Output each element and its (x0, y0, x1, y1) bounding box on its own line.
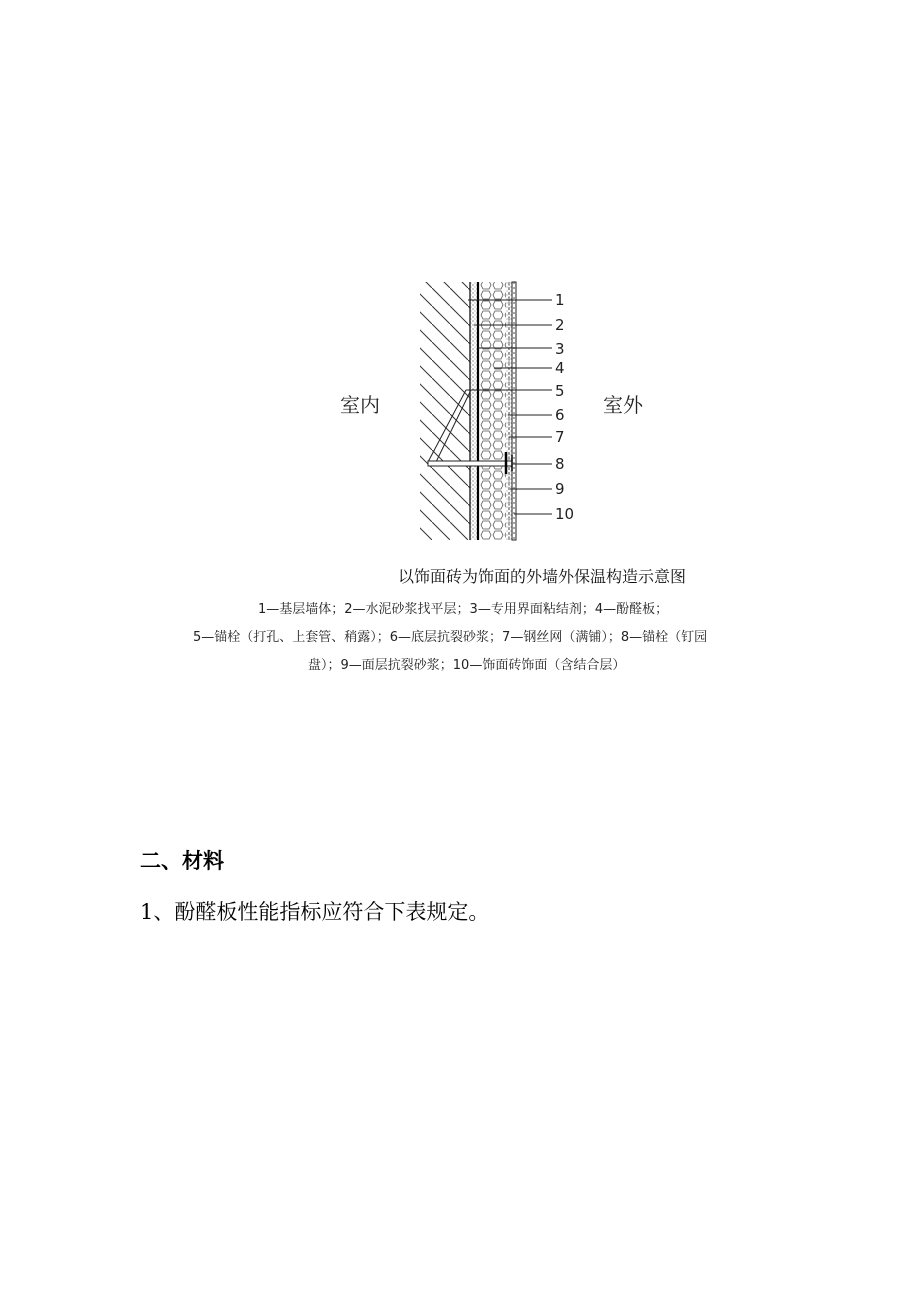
indoor-label: 室内 (340, 393, 380, 417)
material-item-1: 1、酚醛板性能指标应符合下表规定。 (140, 900, 490, 924)
outdoor-label: 室外 (603, 393, 643, 417)
callout-1: 1 (555, 291, 565, 309)
callout-3: 3 (555, 340, 565, 358)
legend-line-3: 盘）；9—面层抗裂砂浆；10—饰面砖饰面（含结合层） (308, 658, 626, 673)
callout-9: 9 (555, 480, 565, 498)
callout-4: 4 (555, 359, 565, 377)
section-heading: 二、材料 (140, 849, 224, 873)
figure-caption: 以饰面砖为饰面的外墙外保温构造示意图 (398, 567, 687, 586)
leveling-mortar-layer (470, 282, 477, 540)
crack-resistant-mortar-layer (506, 282, 512, 540)
callout-6: 6 (555, 406, 565, 424)
tile-finish-layer (512, 282, 516, 540)
callout-2: 2 (555, 316, 565, 334)
legend-line-1: 1—基层墙体；2—水泥砂浆找平层；3—专用界面粘结剂；4—酚醛板； (258, 602, 669, 617)
callout-5: 5 (555, 382, 565, 400)
callout-8: 8 (555, 455, 565, 473)
base-wall (420, 282, 470, 540)
phenolic-board-layer (480, 282, 506, 540)
callout-10: 10 (555, 505, 575, 523)
callout-7: 7 (555, 428, 565, 446)
legend-line-2: 5—锚栓（打孔、上套管、稍露）；6—底层抗裂砂浆；7—钢丝网（满铺）；8—锚栓（钉园 (193, 630, 708, 645)
